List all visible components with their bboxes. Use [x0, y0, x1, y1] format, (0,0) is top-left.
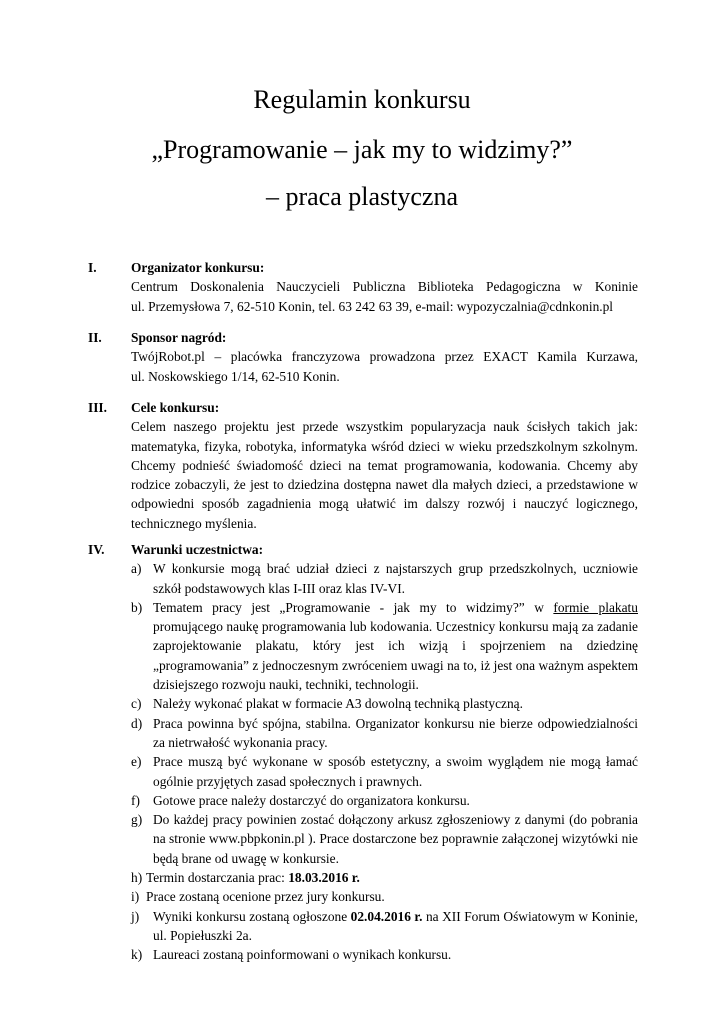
list-item	[131, 598, 638, 694]
item-label: i)	[131, 889, 140, 905]
competition-name: „Programowanie – jak my to widzimy?”	[151, 135, 573, 164]
item-text: Prace zostaną ocenione przez jury konkursu.	[146, 889, 385, 905]
document-title: Regulamin konkursu	[253, 85, 471, 114]
underlined-text: formie plakatu	[553, 599, 638, 615]
item-label: k)	[131, 947, 143, 963]
list-item	[131, 714, 638, 753]
section-heading: Warunki uczestnictwa:	[131, 542, 264, 557]
item-label: j)	[131, 908, 140, 924]
organizer-line2: ul. Przemysłowa 7, 62-510 Konin, tel. 63 242 63 39, e-mail: wypozyczalnia@cdnkonin.pl	[131, 298, 614, 314]
item-label: a)	[131, 561, 142, 577]
section-heading: Organizator konkursu:	[131, 260, 265, 275]
deadline-date: 18.03.2016 r.	[288, 870, 360, 886]
list-item	[131, 887, 638, 906]
item-text: Tematem pracy jest „Programowanie - jak my to widzimy?” w	[153, 599, 554, 615]
list-item	[131, 752, 638, 791]
list-item	[131, 559, 638, 598]
section-number: IV.	[88, 542, 105, 557]
item-label: d)	[131, 715, 143, 731]
results-date: 02.04.2016 r.	[350, 908, 423, 924]
list-item	[131, 791, 638, 810]
item-label: f)	[131, 792, 140, 808]
item-text: Praca powinna być spójna, stabilna. Organizator konkursu nie bierze odpowiedzialności za nietrwałość wykonania pracy.	[153, 715, 638, 750]
item-text: Wyniki konkursu zostaną ogłoszone	[153, 908, 351, 924]
item-label: g)	[131, 812, 143, 828]
item-text: Do każdej pracy powinien zostać dołączony arkusz zgłoszeniowy z danymi (do pobrania na stronie www.pbpkonin.pl ). Prace dostarczone bez poprawnie załączonej wizytówki nie będą brane od uwagę w konkursie.	[153, 812, 638, 866]
list-item	[131, 810, 638, 868]
item-text: Gotowe prace należy dostarczyć do organizatora konkursu.	[153, 792, 470, 808]
section-number: III.	[88, 400, 107, 415]
item-text: Należy wykonać plakat w formacie A3 dowolną techniką plastyczną.	[153, 696, 523, 712]
list-item	[131, 907, 638, 946]
list-item	[131, 868, 638, 887]
item-label: b)	[131, 599, 143, 615]
list-item	[131, 945, 638, 964]
item-label: c)	[131, 696, 142, 712]
section-heading: Sponsor nagród:	[131, 330, 227, 345]
list-item	[131, 694, 638, 713]
section-number: II.	[88, 330, 102, 345]
item-text: W konkursie mogą brać udział dzieci z najstarszych grup przedszkolnych, uczniowie szkół podstawowych klas I-III oraz klas IV-VI.	[153, 561, 638, 596]
item-label: e)	[131, 754, 142, 770]
item-text: Termin dostarczania prac:	[146, 870, 289, 886]
item-label: h)	[131, 870, 143, 886]
sponsor-line1: TwójRobot.pl – placówka franczyzowa prowadzona przez EXACT Kamila Kurzawa,	[131, 349, 638, 365]
organizer-line1: Centrum Doskonalenia Nauczycieli Publiczna Biblioteka Pedagogiczna w Koninie	[131, 279, 638, 295]
sponsor-line2: ul. Noskowskiego 1/14, 62-510 Konin.	[131, 368, 340, 384]
item-text: na XII Forum Oświatowym w Koninie, ul. Popiełuszki 2a.	[153, 908, 638, 943]
item-text: Laureaci zostaną poinformowani o wynikach konkursu.	[153, 947, 452, 963]
section-number: I.	[88, 260, 97, 275]
competition-subtitle: – praca plastyczna	[265, 182, 458, 211]
goals-paragraph: Celem naszego projektu jest przede wszystkim popularyzacja nauk ścisłych takich jak: matematyka, fizyka, robotyka, informatyka wśród dzieci w wieku przedszkolnym szkolnym. Chcemy podnieść świadomość dzieci na temat programowania, kodowania. Chcemy aby rodzice zobaczyli, że jest to dziedzina dostępna nawet dla małych dzieci, a przedstawione w odpowiedni sposób zagadnienia mogą ułatwić im dalszy rozwój i nauczyć logicznego, technicznego myślenia.	[131, 419, 638, 531]
item-text: Prace muszą być wykonane w sposób estetyczny, a swoim wyglądem nie mogą łamać ogólnie przyjętych zasad społecznych i prawnych.	[153, 754, 638, 789]
section-heading: Cele konkursu:	[131, 400, 220, 415]
item-text: promującego naukę programowania lub kodowania. Uczestnicy konkursu mają za zadanie zaprojektowanie plakatu, który jest ich wizją i spojrzeniem na dziedzinę „programowania” z jednoczesnym zwróceniem uwagi na to, iż jest ona ważnym aspektem dzisiejszego rozwoju nauki, techniki, technologii.	[153, 619, 638, 693]
